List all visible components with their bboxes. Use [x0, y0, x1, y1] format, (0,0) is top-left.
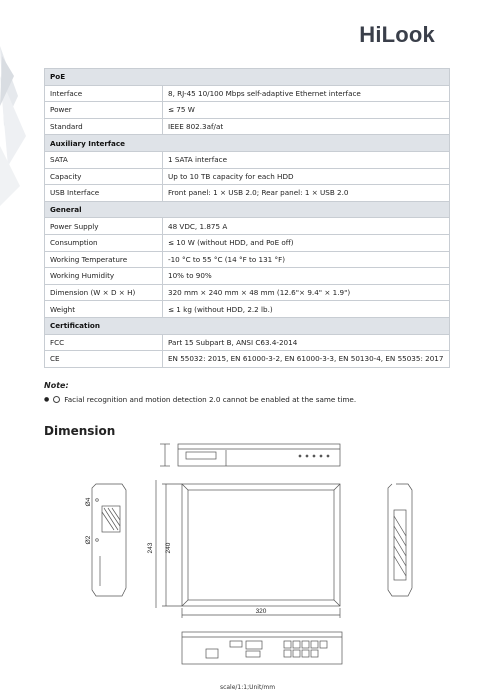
spec-key: Working Humidity — [45, 268, 163, 285]
spec-key: Working Temperature — [45, 251, 163, 268]
section-row — [45, 201, 450, 218]
dimension-title: Dimension — [44, 424, 116, 438]
spec-value: Up to 10 TB capacity for each HDD — [163, 168, 450, 185]
spec-value: ≤ 10 W (without HDD, and PoE off) — [163, 234, 450, 251]
spec-key: Interface — [45, 85, 163, 102]
rear-panel-view — [182, 632, 342, 664]
spec-value: IEEE 802.3af/at — [163, 118, 450, 135]
section-row — [45, 135, 450, 152]
brand-logo — [359, 22, 435, 48]
section-heading: General — [45, 201, 450, 218]
spec-row — [45, 334, 450, 351]
spec-key: Dimension (W × D × H) — [45, 284, 163, 301]
spec-key: CE — [45, 351, 163, 368]
spec-key: USB Interface — [45, 185, 163, 202]
depth-outer-label: 243 — [147, 542, 154, 554]
left-side-view — [92, 484, 126, 596]
spec-row — [45, 85, 450, 102]
bullet-icon: ● — [44, 396, 50, 403]
note-item — [44, 395, 356, 404]
spec-row — [45, 251, 450, 268]
spec-row — [45, 268, 450, 285]
depth-label: 240 — [165, 542, 172, 554]
section-row — [45, 317, 450, 334]
spec-key: Weight — [45, 301, 163, 318]
spec-value: 10% to 90% — [163, 268, 450, 285]
spec-value: 8, RJ-45 10/100 Mbps self-adaptive Ethernet interface — [163, 85, 450, 102]
spec-value: Part 15 Subpart B, ANSI C63.4-2014 — [163, 334, 450, 351]
hole-4-label: Ø4 — [85, 497, 92, 507]
spec-row — [45, 351, 450, 368]
note-text: Facial recognition and motion detection 2.0 cannot be enabled at the same time. — [64, 395, 357, 404]
spec-key: FCC — [45, 334, 163, 351]
right-side-view — [388, 484, 412, 596]
spec-key: Consumption — [45, 234, 163, 251]
front-panel-view — [160, 444, 340, 466]
spec-key: Power Supply — [45, 218, 163, 235]
spec-value: 320 mm × 240 mm × 48 mm (12.6"× 9.4" × 1.9") — [163, 284, 450, 301]
spec-value: ≤ 75 W — [163, 102, 450, 119]
spec-key: Standard — [45, 118, 163, 135]
spec-key: SATA — [45, 151, 163, 168]
spec-value: -10 °C to 55 °C (14 °F to 131 °F) — [163, 251, 450, 268]
spec-value: Front panel: 1 × USB 2.0; Rear panel: 1 × USB 2.0 — [163, 185, 450, 202]
section-heading: PoE — [45, 69, 450, 86]
section-heading: Auxiliary Interface — [45, 135, 450, 152]
logo-text: HiLook — [359, 22, 435, 47]
width-label: 320 — [255, 608, 267, 615]
scale-caption: scale/1:1;Unit/mm — [219, 684, 276, 691]
spec-row — [45, 218, 450, 235]
spec-value: 48 VDC, 1.875 A — [163, 218, 450, 235]
spec-table — [44, 68, 450, 368]
spec-row — [45, 168, 450, 185]
dimension-drawing — [0, 436, 495, 700]
spec-row — [45, 284, 450, 301]
hole-2-label: Ø2 — [85, 535, 92, 545]
spec-row — [45, 102, 450, 119]
spec-key: Power — [45, 102, 163, 119]
spec-key: Capacity — [45, 168, 163, 185]
spec-row — [45, 118, 450, 135]
spec-row — [45, 301, 450, 318]
section-row — [45, 69, 450, 86]
spec-row — [45, 234, 450, 251]
spec-value: 1 SATA interface — [163, 151, 450, 168]
spec-row — [45, 151, 450, 168]
section-heading: Certification — [45, 317, 450, 334]
decorative-shards — [0, 36, 40, 236]
spec-value: ≤ 1 kg (without HDD, 2.2 lb.) — [163, 301, 450, 318]
circle-icon — [53, 396, 60, 403]
note-title: Note: — [44, 381, 69, 390]
spec-row — [45, 185, 450, 202]
spec-value: EN 55032: 2015, EN 61000-3-2, EN 61000-3-3, EN 50130-4, EN 55035: 2017 — [163, 351, 450, 368]
top-view — [156, 480, 340, 618]
